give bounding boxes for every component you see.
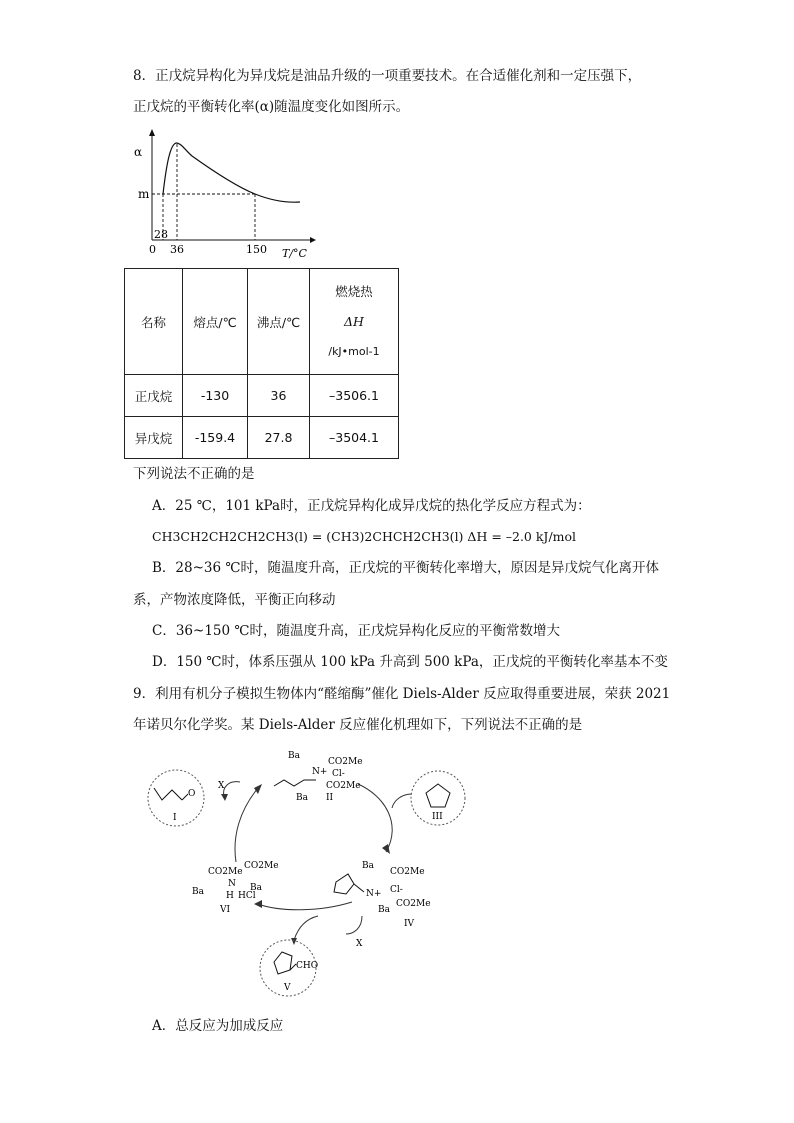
cl-ii: Cl- — [332, 769, 345, 779]
row2-heat: –3504.1 — [310, 417, 399, 459]
q8-option-a-equation: CH3CH2CH2CH2CH3(l) = (CH3)2CHCH2CH3(l) ΔH = –2.0 kJ/mol — [152, 529, 577, 544]
q8-line2: 正戊烷的平衡转化率(α)随温度变化如图所示。 — [133, 99, 410, 115]
ba-label-vi-right: Ba — [250, 883, 262, 893]
header-heat-line3: /kJ•mol-1 — [328, 344, 380, 358]
oxygen-label: O — [188, 789, 196, 799]
q9-option-a: A．总反应为加成反应 — [152, 1018, 284, 1034]
label-IV: IV — [404, 919, 415, 929]
q8-option-c: C．36~150 ℃时，随温度升高，正戊烷异构化反应的平衡常数增大 — [152, 623, 560, 639]
x-top-label: X — [218, 781, 225, 791]
x-axis-label: T/°C — [282, 247, 307, 260]
q9-line2: 年诺贝尔化学奖。某 Diels-Alder 反应催化机理如下，下列说法不正确的是 — [133, 717, 583, 733]
co2me-vi-right: CO2Me — [244, 861, 279, 871]
co2me-iv-top: CO2Me — [390, 867, 425, 877]
n-plus-iv: N+ — [366, 889, 382, 899]
row2-name: 异戊烷 — [125, 417, 183, 459]
q8-stem: 下列说法不正确的是 — [133, 466, 255, 482]
table-row — [125, 417, 399, 459]
header-heat-line2: ΔH — [344, 313, 364, 329]
label-V: V — [284, 983, 291, 993]
conversion-graph — [130, 128, 330, 260]
hcl-label-vi: HCl — [238, 891, 256, 901]
m-label: m — [138, 187, 150, 201]
row1-bp: 36 — [248, 375, 310, 417]
tick-28: 28 — [154, 228, 168, 241]
pentane-table — [124, 268, 399, 459]
ba-label-iv: Ba — [362, 861, 374, 871]
label-VI: VI — [220, 905, 231, 915]
co2me-iv-bottom: CO2Me — [396, 899, 431, 909]
label-III: III — [432, 812, 443, 822]
label-II: II — [326, 793, 334, 803]
tick-150: 150 — [246, 243, 267, 256]
conversion-curve — [163, 143, 300, 202]
tick-0: 0 — [149, 243, 156, 256]
ba-label-iv-bottom: Ba — [378, 905, 390, 915]
row2-bp: 27.8 — [248, 417, 310, 459]
header-heat-line1: 燃烧热 — [335, 283, 373, 299]
q8-option-b-line1: B．28~36 ℃时，随温度升高，正戊烷的平衡转化率增大，原因是异戊烷气化离开体 — [152, 560, 659, 576]
cho-label: CHO — [296, 961, 319, 971]
ba-label-vi-left: Ba — [192, 887, 204, 897]
co2me-ii-bottom: CO2Me — [326, 781, 361, 791]
row2-mp: -159.4 — [183, 417, 248, 459]
header-bp: 沸点/℃ — [248, 269, 310, 375]
co2me-vi-left: CO2Me — [208, 867, 243, 877]
q8-option-a-line1: A．25 ℃，101 kPa时，正戊烷异构化成异戊烷的热化学反应方程式为： — [152, 498, 591, 514]
n-plus-label: N+ — [312, 767, 328, 777]
label-I: I — [173, 813, 177, 823]
h-label-vi: H — [226, 891, 234, 901]
n-label-vi: N — [228, 879, 236, 889]
row1-heat: –3506.1 — [310, 375, 399, 417]
q8-option-d: D．150 ℃时，体系压强从 100 kPa 升高到 500 kPa，正戊烷的平衡转化率基本不变 — [152, 654, 668, 670]
catalytic-cycle-diagram — [140, 744, 470, 1004]
header-mp: 熔点/℃ — [183, 269, 248, 375]
q9-line1: 9．利用有机分子模拟生物体内“醛缩酶”催化 Diels-Alder 反应取得重要进展，荣获 2021 — [133, 686, 671, 702]
y-axis-label: α — [134, 145, 143, 159]
x-bottom-label: X — [356, 939, 363, 949]
q8-option-b-line2: 系，产物浓度降低，平衡正向移动 — [133, 592, 336, 608]
header-heat — [310, 269, 399, 375]
header-name: 名称 — [125, 269, 183, 375]
table-row — [125, 375, 399, 417]
row1-name: 正戊烷 — [125, 375, 183, 417]
tick-36: 36 — [170, 243, 184, 256]
cl-iv: Cl- — [390, 885, 403, 895]
row1-mp: -130 — [183, 375, 248, 417]
ba-label-ii-top: Ba — [288, 751, 300, 761]
co2me-ii-top: CO2Me — [328, 757, 363, 767]
q8-line1: 8．正戊烷异构化为异戊烷是油品升级的一项重要技术。在合适催化剂和一定压强下， — [133, 68, 642, 84]
ba-label-ii-bottom: Ba — [296, 793, 308, 803]
